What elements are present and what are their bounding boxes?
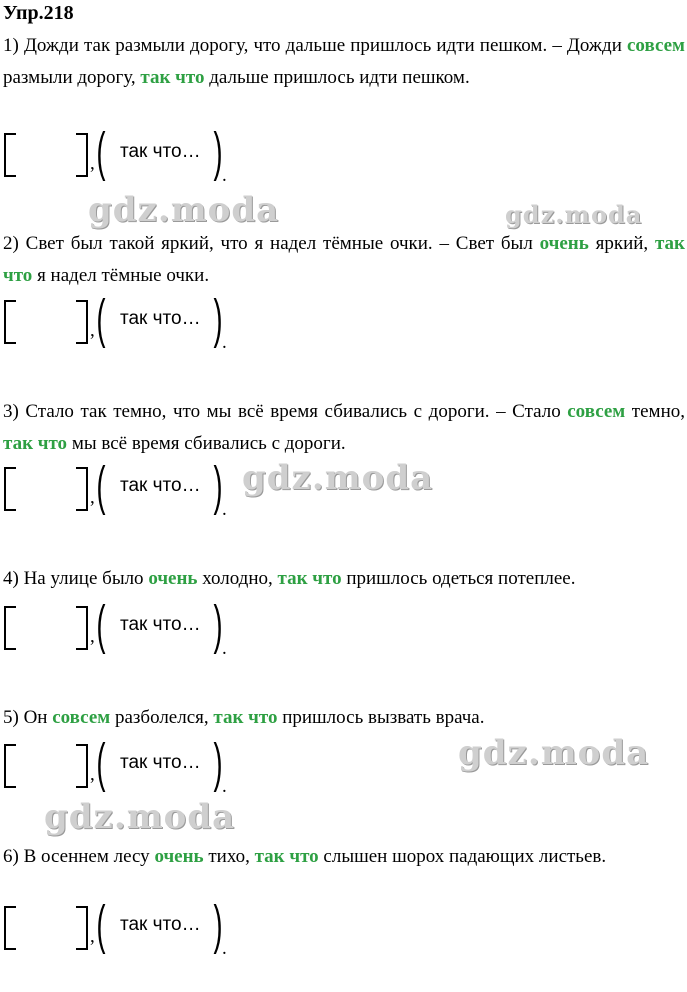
main-clause-bracket-left [4, 300, 16, 344]
text: 6) В осеннем лесу [3, 846, 155, 867]
sentence-1 [3, 30, 685, 94]
subordinate-paren-left: ( [96, 289, 106, 349]
scheme-comma: , [90, 926, 95, 947]
subordinate-paren-right: ) [213, 733, 223, 793]
subordinate-paren-right: ) [213, 289, 223, 349]
text: 2) Свет был такой яркий, что я надел тёмные очки. – Свет был [3, 233, 540, 254]
exercise-title: Упр.218 [3, 2, 74, 24]
highlight-word: очень [148, 568, 198, 589]
text: пришлось одеться потеплее. [341, 568, 576, 589]
sentence-3 [3, 396, 685, 460]
main-clause-bracket-right [76, 906, 88, 950]
highlight-word: очень [539, 233, 589, 254]
scheme-comma: , [90, 626, 95, 647]
highlight-conjunction: так что [254, 846, 319, 867]
text: слышен шорох падающих листьев. [318, 846, 607, 867]
main-clause-bracket-right [76, 467, 88, 511]
watermark: gdz.moda [242, 458, 434, 498]
text: мы всё время сбивались с дороги. [67, 433, 346, 454]
scheme-dot: . [222, 638, 227, 659]
main-clause-bracket-left [4, 133, 16, 177]
subordinate-paren-right: ) [213, 456, 223, 516]
highlight-conjunction: так что [140, 67, 205, 88]
sentence-6 [3, 841, 685, 873]
subordinate-paren-left: ( [96, 895, 106, 955]
main-clause-bracket-right [76, 133, 88, 177]
watermark: gdz.moda [88, 190, 280, 230]
scheme-conjunction: так что… [120, 914, 201, 935]
highlight-conjunction: так что [277, 568, 342, 589]
watermark: gdz.moda [458, 733, 650, 773]
text: темно, [625, 401, 685, 422]
highlight-word: совсем [52, 707, 111, 728]
scheme-comma: , [90, 764, 95, 785]
text: 4) На улице было [3, 568, 149, 589]
subordinate-paren-left: ( [96, 122, 106, 182]
scheme-conjunction: так что… [120, 614, 201, 635]
highlight-word: совсем [627, 35, 685, 56]
scheme-dot: . [222, 332, 227, 353]
highlight-word: очень [154, 846, 204, 867]
scheme-comma: , [90, 320, 95, 341]
scheme-comma: , [90, 153, 95, 174]
highlight-conjunction: так что [213, 707, 278, 728]
sentence-5 [3, 702, 685, 734]
sentence-scheme-4 [0, 595, 260, 660]
watermark: gdz.moda [44, 797, 236, 837]
scheme-conjunction: так что… [120, 141, 201, 162]
sentence-scheme-2 [0, 289, 260, 354]
main-clause-bracket-left [4, 906, 16, 950]
text: яркий, [588, 233, 655, 254]
subordinate-paren-left: ( [96, 595, 106, 655]
sentence-4 [3, 563, 685, 595]
main-clause-bracket-left [4, 467, 16, 511]
text: холодно, [197, 568, 278, 589]
text: тихо, [203, 846, 255, 867]
sentence-scheme-6 [0, 895, 260, 960]
scheme-dot: . [222, 938, 227, 959]
subordinate-paren-left: ( [96, 456, 106, 516]
text: 3) Стало так темно, что мы всё время сбивались с дороги. – Стало [3, 401, 568, 422]
scheme-conjunction: так что… [120, 475, 201, 496]
watermark: gdz.moda [505, 200, 643, 229]
text: 1) Дожди так размыли дорогу, что дальше пришлось идти пешком. – Дожди [3, 35, 627, 56]
sentence-2 [3, 228, 685, 292]
scheme-conjunction: так что… [120, 308, 201, 329]
subordinate-paren-right: ) [213, 595, 223, 655]
main-clause-bracket-left [4, 606, 16, 650]
text: дальше пришлось идти пешком. [204, 67, 470, 88]
highlight-word: совсем [567, 401, 626, 422]
scheme-conjunction: так что… [120, 752, 201, 773]
text: размыли дорогу, [3, 67, 141, 88]
sentence-scheme-1 [0, 122, 260, 187]
main-clause-bracket-right [76, 300, 88, 344]
scheme-dot: . [222, 776, 227, 797]
scheme-dot: . [222, 499, 227, 520]
text: разболелся, [110, 707, 214, 728]
subordinate-paren-left: ( [96, 733, 106, 793]
subordinate-paren-right: ) [213, 895, 223, 955]
text: 5) Он [3, 707, 53, 728]
main-clause-bracket-left [4, 744, 16, 788]
highlight-conjunction: так что [3, 233, 685, 286]
subordinate-paren-right: ) [213, 122, 223, 182]
text: пришлось вызвать врача. [277, 707, 485, 728]
scheme-comma: , [90, 487, 95, 508]
highlight-conjunction: так что [3, 433, 68, 454]
scheme-dot: . [222, 165, 227, 186]
sentence-scheme-3 [0, 456, 260, 521]
main-clause-bracket-right [76, 744, 88, 788]
text: я надел тёмные очки. [32, 265, 210, 286]
sentence-scheme-5 [0, 733, 260, 798]
main-clause-bracket-right [76, 606, 88, 650]
